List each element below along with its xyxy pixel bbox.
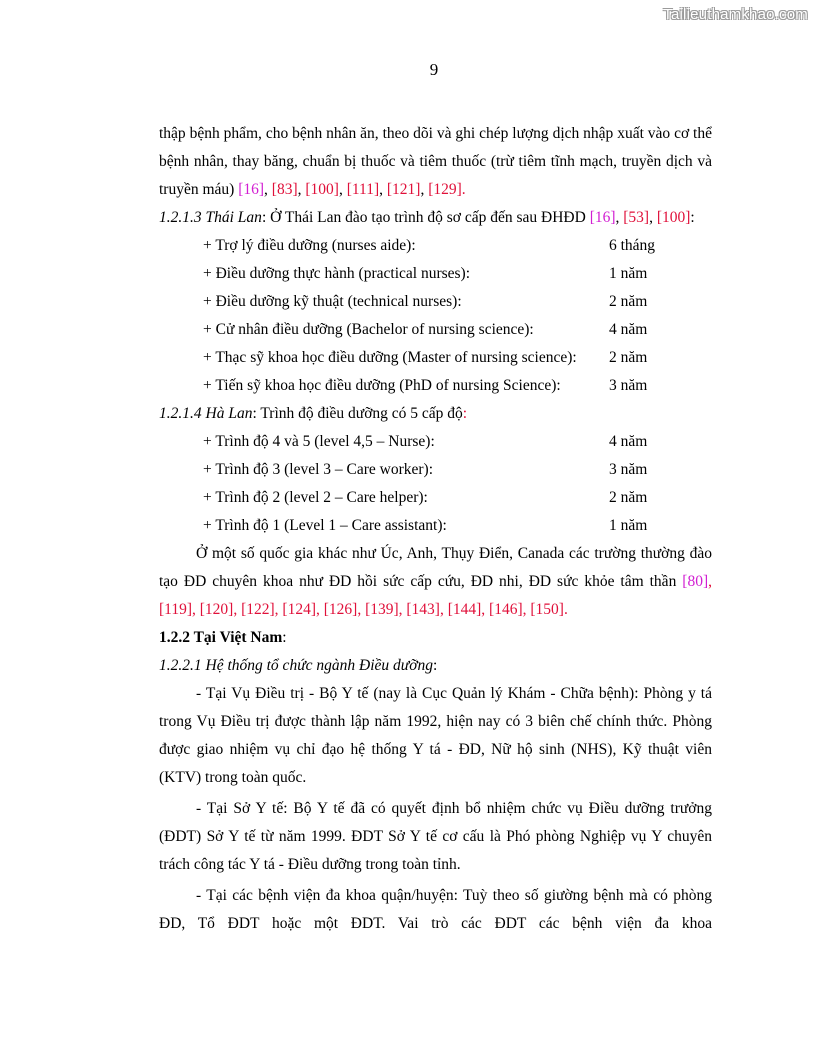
page-number: 9 [429, 60, 439, 79]
reference[interactable]: [100] [305, 181, 339, 198]
reference[interactable]: [126] [323, 601, 358, 618]
reference[interactable]: [83] [271, 181, 298, 198]
reference[interactable]: [120] [199, 601, 234, 618]
section-heading: 1.2.2.1 Hệ thống tổ chức ngành Điều dưỡng [159, 657, 434, 674]
paragraph-other-countries: Ở một số quốc gia khác như Úc, Anh, Thụy Điển, Canada các trường thường đào tạo ĐD chuyên khoa như ĐD hồi sức cấp cứu, ĐD nhi, ĐD sức khỏe tâm thần [80], [119], [120], [122], [124], [126], [139], [143], [144], [146], [150]. [159, 545, 712, 618]
reference[interactable]: [100] [656, 209, 691, 226]
reference[interactable]: [150] [530, 601, 564, 618]
reference[interactable]: [80] [682, 573, 709, 590]
list-item: + Trình độ 4 và 5 (level 4,5 – Nurse): 4 năm [203, 433, 648, 450]
heading-thai-lan: 1.2.1.3 Thái Lan: Ở Thái Lan đào tạo trình độ sơ cấp đến sau ĐHĐD [16], [53], [100]: [159, 209, 695, 226]
list-item: + Tiến sỹ khoa học điều dưỡng (PhD of nursing Science): 3 năm [203, 377, 648, 394]
list-item: + Điều dưỡng kỹ thuật (technical nurses): 2 năm [203, 293, 648, 310]
reference[interactable]: [139] [365, 601, 399, 618]
reference[interactable]: [122] [241, 601, 275, 618]
list-item: + Cử nhân điều dưỡng (Bachelor of nursing science): 4 năm [203, 321, 648, 338]
reference[interactable]: [144] [447, 601, 482, 618]
reference[interactable]: [129] [428, 181, 462, 198]
list-item: + Điều dưỡng thực hành (practical nurses): 1 năm [203, 265, 648, 282]
section-heading: 1.2.2 Tại Việt Nam [159, 629, 283, 646]
reference[interactable]: [53] [623, 209, 650, 226]
paragraph-vu-dieu-tri: - Tại Vụ Điều trị - Bộ Y tế (nay là Cục Quản lý Khám - Chữa bệnh): Phòng y tá trong Vụ Điều trị được thành lập năm 1992, hiện nay có 3 biên chế chính thức. Phòng được giao nhiệm vụ chỉ đạo hệ thống Y tá - ĐD, Nữ hộ sinh (NHS), Kỹ thuật viên (KTV) trong toàn quốc. [159, 685, 712, 786]
document-body [159, 120, 712, 938]
reference[interactable]: [146] [489, 601, 523, 618]
reference[interactable]: [143] [406, 601, 440, 618]
watermark: Tailieuthamkhao.com [663, 6, 808, 23]
list-item: + Thạc sỹ khoa học điều dưỡng (Master of nursing science): 2 năm [203, 349, 648, 366]
reference[interactable]: [16] [589, 209, 616, 226]
reference[interactable]: [16] [238, 181, 265, 198]
paragraph-so-y-te: - Tại Sở Y tế: Bộ Y tế đã có quyết định bổ nhiệm chức vụ Điều dưỡng trưởng (ĐDT) Sở Y tế từ năm 1999. ĐDT Sở Y tế cơ cấu là Phó phòng Nghiệp vụ Y chuyên trách công tác Y tá - Điều dưỡng trong toàn tỉnh. [159, 800, 712, 873]
heading-ha-lan: 1.2.1.4 Hà Lan: Trình độ điều dưỡng có 5 cấp độ: [159, 405, 468, 422]
list-item: + Trình độ 1 (Level 1 – Care assistant): 1 năm [203, 517, 648, 534]
paragraph-1: thập bệnh phẩm, cho bệnh nhân ăn, theo dõi và ghi chép lượng dịch nhập xuất vào cơ thể bệnh nhân, thay băng, chuẩn bị thuốc và tiêm thuốc (trừ tiêm tĩnh mạch, truyền dịch và truyền máu) [16], [83], [100], [111], [121], [129]. [159, 125, 712, 198]
heading-he-thong: 1.2.2.1 Hệ thống tổ chức ngành Điều dưỡng: [159, 657, 438, 674]
list-item: + Trình độ 3 (level 3 – Care worker): 3 năm [203, 461, 648, 478]
paragraph-benh-vien: - Tại các bệnh viện đa khoa quận/huyện: Tuỳ theo số giường bệnh mà có phòng ĐD, Tổ ĐDT hoặc một ĐDT. Vai trò các ĐDT các bệnh viện đa khoa [159, 887, 712, 932]
heading-viet-nam: 1.2.2 Tại Việt Nam: [159, 629, 287, 646]
reference[interactable]: [124] [282, 601, 316, 618]
reference[interactable]: [119] [159, 601, 192, 618]
list-item: + Trình độ 2 (level 2 – Care helper): 2 năm [203, 489, 648, 506]
reference[interactable]: [121] [386, 181, 421, 198]
section-heading: 1.2.1.4 Hà Lan [159, 405, 253, 422]
reference[interactable]: [111] [346, 181, 380, 198]
list-item: + Trợ lý điều dưỡng (nurses aide): 6 tháng [203, 237, 656, 254]
section-heading: 1.2.1.3 Thái Lan [159, 209, 262, 226]
